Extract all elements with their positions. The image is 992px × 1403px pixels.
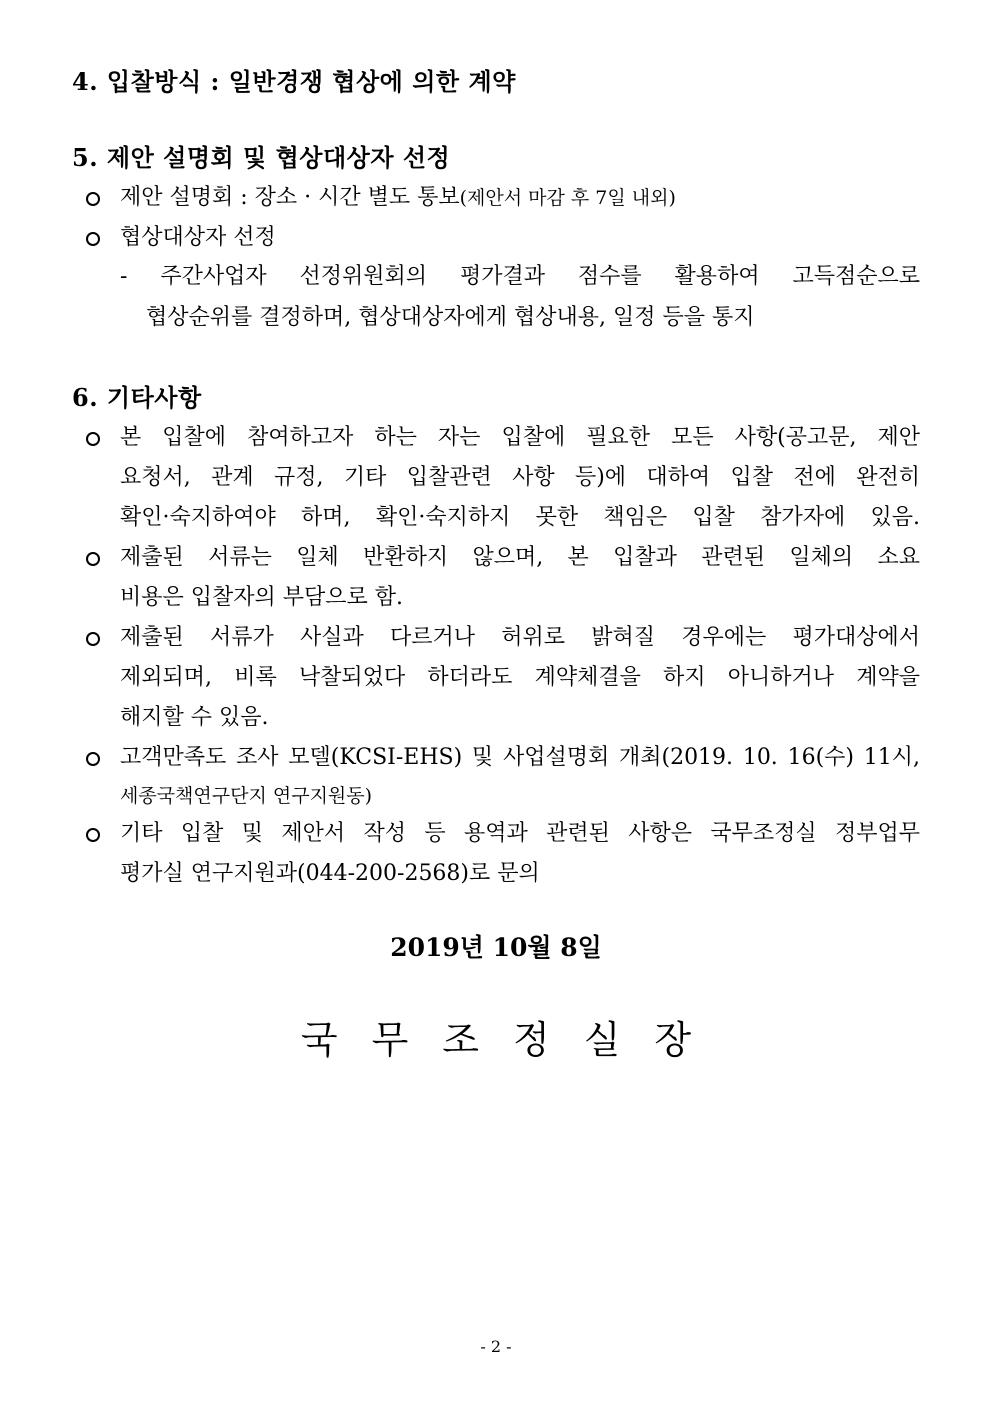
circle-bullet-icon bbox=[86, 552, 100, 566]
page-number: - 2 - bbox=[480, 1337, 512, 1356]
circle-bullet-icon bbox=[86, 432, 100, 446]
etc-item-2-line-1: 제출된 서류는 일체 반환하지 않으며, 본 입찰과 관련된 일체의 소요 bbox=[120, 545, 920, 570]
section-5-title: 5. 제안 설명회 및 협상대상자 선정 bbox=[72, 143, 451, 172]
etc-item-5-line-2: 평가실 연구지원과(044-200-2568)로 문의 bbox=[120, 861, 540, 886]
circle-bullet-icon bbox=[86, 632, 100, 646]
etc-item-4-line-1: 고객만족도 조사 모델(KCSI-EHS) 및 사업설명회 개최(2019. 10. 16(수) 11시, bbox=[120, 745, 920, 770]
briefing-note: (제안서 마감 후 7일 내외) bbox=[459, 187, 676, 209]
etc-item-1-line-2: 요청서, 관계 규정, 기타 입찰관련 사항 등)에 대하여 입찰 전에 완전히 bbox=[120, 465, 920, 490]
etc-item-1-line-3: 확인·숙지하여야 하며, 확인·숙지하지 못한 책임은 입찰 참가자에 있음. bbox=[120, 505, 920, 530]
etc-item-2-line-2: 비용은 입찰자의 부담으로 함. bbox=[120, 585, 403, 610]
briefing-main-text: 제안 설명회 : 장소 · 시간 별도 통보 bbox=[120, 185, 460, 210]
briefing-item bbox=[120, 182, 676, 214]
etc-item-1-line-1: 본 입찰에 참여하고자 하는 자는 입찰에 필요한 모든 사항(공고문, 제안 bbox=[120, 425, 920, 450]
issuer-signature: 국무조정실장 bbox=[300, 1018, 726, 1062]
negotiation-item: 협상대상자 선정 bbox=[120, 225, 276, 250]
etc-item-3-line-2: 제외되며, 비록 낙찰되었다 하더라도 계약체결을 하지 아니하거나 계약을 bbox=[120, 665, 920, 690]
section-4-title: 4. 입찰방식 : 일반경쟁 협상에 의한 계약 bbox=[72, 67, 516, 96]
circle-bullet-icon bbox=[86, 192, 100, 206]
circle-bullet-icon bbox=[86, 752, 100, 766]
negotiation-sub-line-2: 협상순위를 결정하며, 협상대상자에게 협상내용, 일정 등을 통지 bbox=[146, 305, 755, 330]
circle-bullet-icon bbox=[86, 232, 100, 246]
negotiation-sub-line-1: - 주간사업자 선정위원회의 평가결과 점수를 활용하여 고득점순으로 bbox=[120, 264, 920, 289]
etc-item-4-line-2: 세종국책연구단지 연구지원동) bbox=[120, 785, 373, 807]
etc-item-3-line-1: 제출된 서류가 사실과 다르거나 허위로 밝혀질 경우에는 평가대상에서 bbox=[120, 625, 920, 650]
etc-item-5-line-1: 기타 입찰 및 제안서 작성 등 용역과 관련된 사항은 국무조정실 정부업무 bbox=[120, 821, 920, 846]
circle-bullet-icon bbox=[86, 828, 100, 842]
document-date: 2019년 10월 8일 bbox=[390, 933, 602, 962]
etc-item-3-line-3: 해지할 수 있음. bbox=[120, 705, 269, 730]
section-6-title: 6. 기타사항 bbox=[72, 383, 202, 412]
